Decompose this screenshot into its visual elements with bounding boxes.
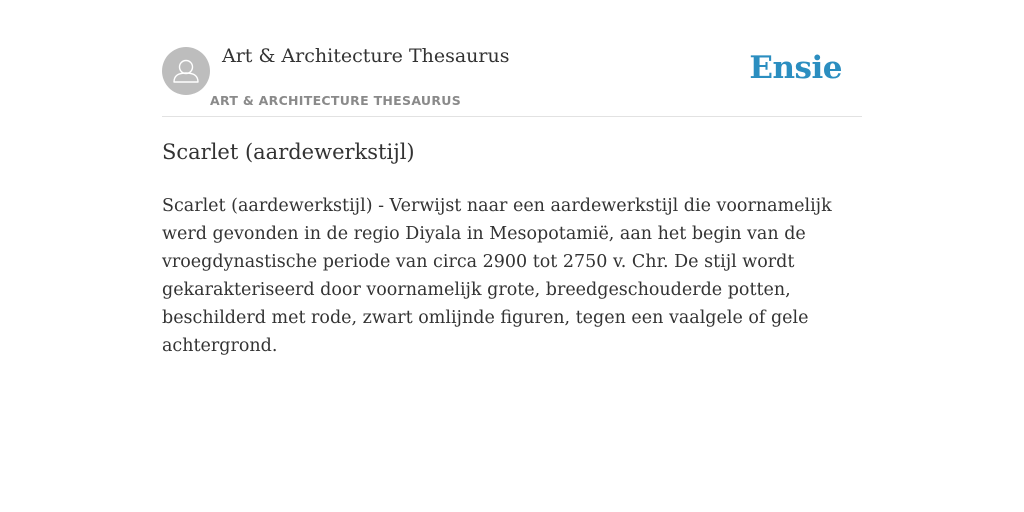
source-subtitle[interactable]: ART & ARCHITECTURE THESAURUS (210, 93, 462, 108)
source-title[interactable]: Art & Architecture Thesaurus (222, 45, 510, 67)
article-body: Scarlet (aardewerkstijl) - Verwijst naar een aardewerkstijl die voornamelijk werd gevonden in de regio Diyala in Mesopotamië, aan het begin van de vroegdynastische periode van circa 2900 tot 2750 v. Chr. De stijl wordt gekarakteriseerd door voornamelijk grote, breedgeschouderde potten, beschilderd met rode, zwart omlijnde figuren, tegen een vaalgele of gele achtergrond. (162, 196, 832, 356)
ensie-logo[interactable]: Ensie (749, 50, 842, 86)
header (162, 0, 862, 117)
article-title: Scarlet (aardewerkstijl) (162, 140, 415, 164)
user-avatar-icon[interactable] (162, 47, 210, 95)
